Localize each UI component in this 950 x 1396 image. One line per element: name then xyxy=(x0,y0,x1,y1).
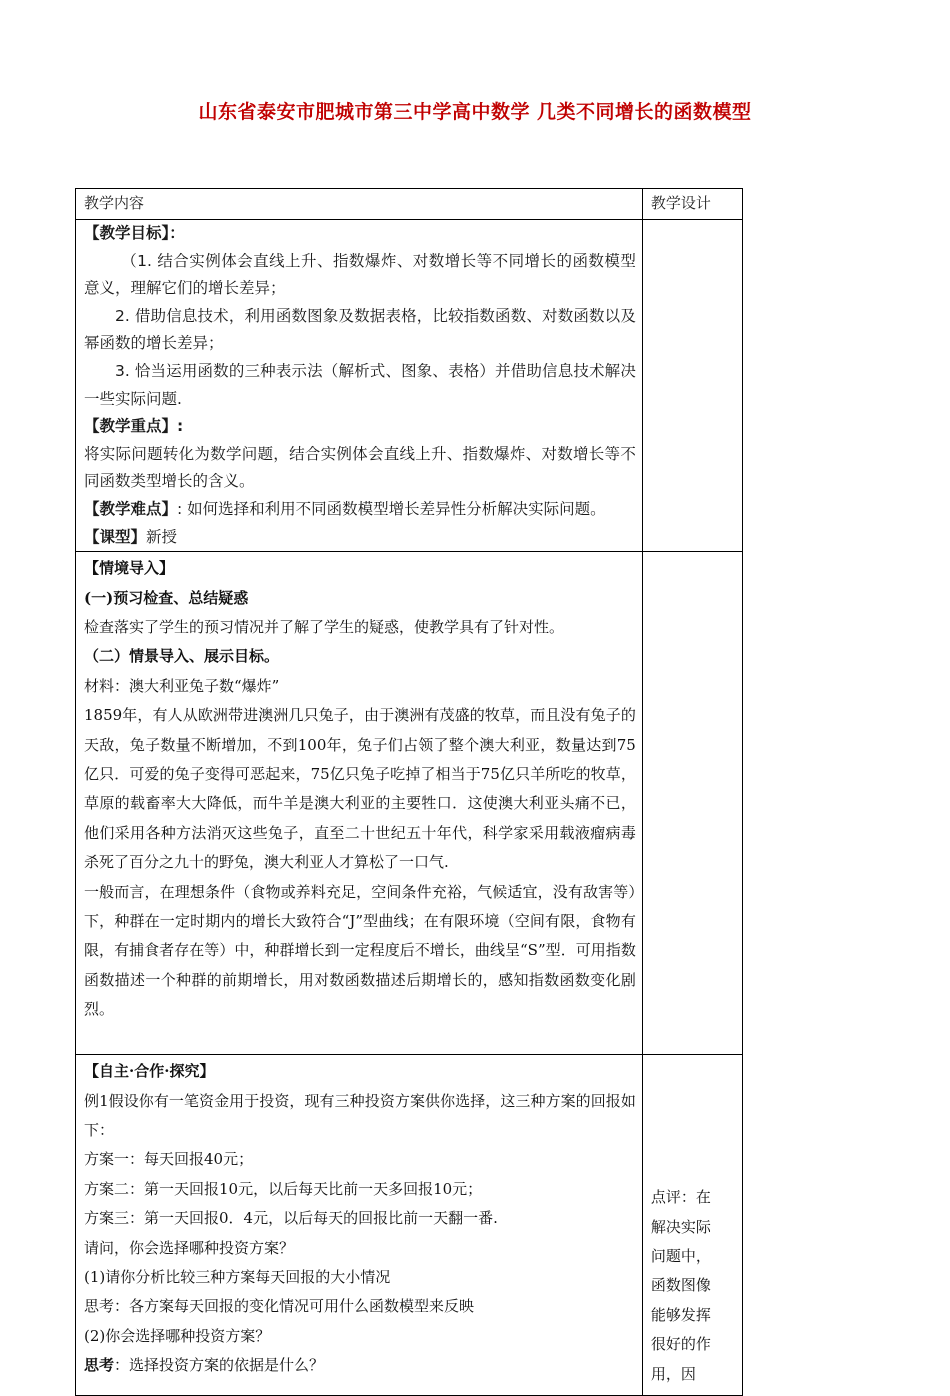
type-label: 【课型】 xyxy=(84,527,147,546)
side-comment-line: 能够发挥 xyxy=(650,1305,711,1324)
scenario-heading: 【情境导入】 xyxy=(84,559,175,578)
explore-think2-text: ：选择投资方案的依据是什么？ xyxy=(114,1356,325,1375)
explore-heading: 【自主·合作·探究】 xyxy=(84,1062,215,1081)
explore-row xyxy=(76,1055,743,1396)
difficulty-line xyxy=(84,496,636,524)
goals-heading: 【教学目标】： xyxy=(84,224,185,242)
goal-2: 2. 借助信息技术，利用函数图象及数据表格，比较指数函数、对数函数以及幂函数的增长差异； xyxy=(84,306,636,353)
explore-think2-label: 思考 xyxy=(84,1356,115,1375)
goals-row xyxy=(76,220,743,552)
key-text: 将实际问题转化为数学问题，结合实例体会直线上升、指数爆炸、对数增长等不同函数类型增长的含义。 xyxy=(84,444,636,491)
difficulty-label: 【教学难点】 xyxy=(84,499,178,518)
explore-example: 例1假设你有一笔资金用于投资，现有三种投资方案供你选择，这三种方案的回报如下： xyxy=(84,1091,636,1139)
scenario-sub1: (一)预习检查、总结疑惑 xyxy=(84,588,249,607)
side-comment-line: 解决实际 xyxy=(650,1217,711,1236)
explore-plan-2: 方案二：第一天回报10元，以后每天比前一天多回报10元； xyxy=(84,1179,483,1198)
explore-side-cell xyxy=(642,1055,742,1396)
explore-plan-1: 方案一：每天回报40元； xyxy=(84,1150,254,1169)
type-text: 新授 xyxy=(146,527,178,546)
explore-think2 xyxy=(84,1351,636,1380)
goal-1: （1. 结合实例体会直线上升、指数爆炸、对数增长等不同增长的函数模型意义，理解它们的增长差异； xyxy=(84,251,636,298)
scenario-story: 1859年，有人从欧洲带进澳洲几只兔子，由于澳洲有茂盛的牧草，而且没有兔子的天敌，兔子数量不断增加，不到100年，兔子们占领了整个澳大利亚，数量达到75亿只．可爱的兔子变得可恶起来，75亿只兔子吃掉了相当于75亿只羊所吃的牧草，草原的载畜率大大降低，而牛羊是澳大利亚的主要牲口．这使澳大利亚头痛不已，他们采用各种方法消灭这些兔子，直至二十世纪五十年代，科学家采用载液瘤病毒杀死了百分之九十的野兔，澳大利亚人才算松了一口气. xyxy=(84,706,636,872)
header-main-cell xyxy=(76,189,643,220)
lesson-table xyxy=(75,188,743,1396)
header-main-label: 教学内容 xyxy=(84,194,145,212)
difficulty-text: : 如何选择和利用不同函数模型增长差异性分析解决实际问题。 xyxy=(177,499,606,518)
side-comment-line: 很好的作 xyxy=(650,1335,711,1354)
header-side-label: 教学设计 xyxy=(650,194,711,212)
table-header-row xyxy=(76,189,743,220)
scenario-conclusion: 一般而言，在理想条件（食物或养料充足，空间条件充裕，气候适宜，没有敌害等）下，种群在一定时期内的增长大致符合“J”型曲线；在有限环境（空间有限，食物有限，有捕食者存在等）中，种群增长到一定程度后不增长，曲线呈“S”型．可用指数函数描述一个种群的前期增长，用对数函数描述后期增长的，感知指数函数变化剧烈。 xyxy=(84,882,636,1019)
side-comment xyxy=(643,1055,742,1389)
goals-side-cell xyxy=(642,220,742,552)
scenario-cell xyxy=(76,552,643,1055)
explore-plan-3: 方案三：第一天回报0．4元，以后每天的回报比前一天翻一番. xyxy=(84,1209,498,1228)
explore-cell xyxy=(76,1055,643,1396)
side-comment-line: 用，因 xyxy=(650,1364,696,1383)
side-comment-line: 问题中， xyxy=(650,1246,711,1265)
header-side-cell xyxy=(642,189,742,220)
goal-3: 3. 恰当运用函数的三种表示法（解析式、图象、表格）并借助信息技术解决一些实际问题. xyxy=(84,361,636,408)
side-comment-line: 点评：在 xyxy=(650,1188,711,1207)
explore-q2: (2)你会选择哪种投资方案？ xyxy=(84,1326,271,1345)
type-line xyxy=(84,524,636,552)
goals-cell xyxy=(76,220,643,552)
explore-think1: 思考：各方案每天回报的变化情况可用什么函数模型来反映 xyxy=(84,1297,475,1316)
scenario-sub2: （二）情景导入、展示目标。 xyxy=(84,647,280,666)
scenario-sub1-text: 检查落实了学生的预习情况并了解了学生的疑惑，使教学具有了针对性。 xyxy=(84,617,565,636)
key-heading: 【教学重点】: xyxy=(84,417,184,436)
scenario-row xyxy=(76,552,743,1055)
side-comment-line: 函数图像 xyxy=(650,1276,711,1295)
scenario-side-cell xyxy=(642,552,742,1055)
explore-q1: (1)请你分析比较三种方案每天回报的大小情况 xyxy=(84,1267,391,1286)
explore-question: 请问，你会选择哪种投资方案？ xyxy=(84,1238,295,1257)
scenario-material: 材料：澳大利亚兔子数“爆炸” xyxy=(84,676,280,695)
document-title: 山东省泰安市肥城市第三中学高中数学 几类不同增长的函数模型 xyxy=(198,101,752,123)
